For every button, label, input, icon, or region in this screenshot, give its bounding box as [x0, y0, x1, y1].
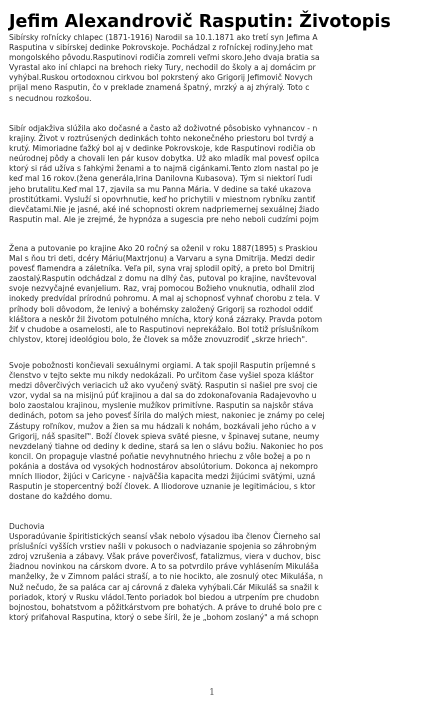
- text-line: Mal s ňou tri deti, dcéry Máriu(Maxtrjonu) a Varvaru a syna Dmitrija. Medzi dedir: [9, 254, 315, 264]
- text-line: dedinách, potom sa jeho povesť šírila do malých miest, nakoniec je známy po celej: [9, 411, 325, 421]
- text-line: Vyrastal ako iní chlapci na brehoch rieky Tury, nechodil do školy a aj domácim pr: [9, 63, 316, 73]
- text-line: Nuž nečudo, že sa paláca car aj cárovná z ďaleka vyhýbali.Cár Mikuláš sa snažil k: [9, 582, 319, 592]
- text-line: zaostalý.Rasputin odchádzal z domu na dlhý čas, putoval po krajine, navštevoval: [9, 274, 317, 284]
- page-number: 1: [209, 688, 215, 698]
- paragraph-childhood: [9, 33, 424, 104]
- text-line: manželky, že v Zimnom paláci straší, a to nie hocikto, ale zosnulý otec Mikuláša, n: [9, 572, 323, 582]
- text-line: vzor, vydal sa na misijnú púť krajinou a dal sa do zdokonaľovania Radajevovho u: [9, 391, 317, 401]
- paragraph-siberia: [9, 124, 424, 225]
- text-line: svoje nezvyčajné evanjelium. Raz, vraj pomocou Božieho vnuknutia, odhalil zlod: [9, 284, 315, 294]
- text-line: vyhýbal.Ruskou ortodoxnou cirkvou bol pokrstený ako Grigorij Jefimovič Novych: [9, 73, 313, 83]
- text-line: inokedy predvídal prírodnú pohromu. A mal aj schopnosť vyhnať chorobu z tela. V: [9, 294, 320, 304]
- text-line: jeho brutalitu.Keď mal 17, zjavila sa mu Panna Mária. V dedine sa také ukazova: [9, 184, 312, 194]
- text-line: mongolského pôvodu.Rasputinovi rodičia zomreli veľmi skoro.Jeho dvaja bratia sa: [9, 53, 320, 63]
- section-heading: Duchovia: [9, 522, 45, 531]
- text-line: členstvo v tejto sekte mu nikdy nedokázali. Po určitom čase vyšiel spoza kláštor: [9, 371, 314, 381]
- text-line: prostitútkami. Vysluží si opovrhnutie, keď ho prichytili v miestnom rybníku zantiť: [9, 194, 316, 204]
- text-line: neúrodnej pôdy a chovali len pár kusov dobytka. Už ako mladík mal povesť opilca: [9, 154, 320, 164]
- paragraph-devotions: [9, 361, 424, 502]
- text-line: žiť v chudobe a osamelosti, ale to Rasputinovi neprekážalo. Bol totiž príslušníkom: [9, 324, 319, 334]
- text-line: krajiny. Život v roztrúsených dedinkách tohto nekonečného priestoru bol tvrdý a: [9, 134, 314, 144]
- text-line: Žena a putovanie po krajine Ako 20 ročný sa oženil v roku 1887(1895) s Praskiou: [9, 244, 318, 253]
- text-line: keď mal 16 rokov.(žena generála,Irina Danilovna Kubasova). Tým si niektorí ľudi: [9, 174, 313, 184]
- text-line: Zástupy roľníkov, mužov a žien sa mu hádzali k nohám, bozkávali jeho rúcho a v: [9, 421, 317, 431]
- text-line: nevzdelaný tiahne od dediny k dedine, stará sa len o slávu božiu. Nakoniec ho pos: [9, 441, 324, 451]
- text-line: s necudnou rozkošou.: [9, 93, 92, 103]
- text-line: povesť flamendra a záletníka. Veľa pil, syna vraj splodil opitý, a preto bol Dmitrij: [9, 264, 315, 274]
- text-line: dostane do každého domu.: [9, 492, 113, 502]
- text-line: poriadok, ktorý v Rusku vládol.Tento poriadok bol biedou a utrpením pre chudobn: [9, 592, 320, 602]
- text-line: Sibír odjakživa slúžila ako dočasné a často až doživotné pôsobisko vyhnancov - n: [9, 124, 318, 133]
- text-line: medzi dôverčivých veriacich už ako vyučený svätý. Rasputin si našiel pre svoj cie: [9, 381, 318, 391]
- paragraph-spirits: [9, 522, 424, 623]
- text-line: koncil. On propaguje vlastné poňatie nevyhnutného hriechu z vôle božej a po n: [9, 451, 311, 461]
- text-line: kláštora a neskôr žil životom potulného mnícha, ktorý koná zázraky. Pravda potom: [9, 314, 323, 324]
- text-line: prijal meno Rasputin, čo v preklade znamená špatný, mrzký a aj zhýralý. Toto c: [9, 83, 310, 93]
- text-line: bojnostou, bohatstvom a pôžitkárstvom pre bohatých. A práve to druhé bolo pre c: [9, 602, 322, 612]
- text-line: Rasputina v sibírskej dedinke Pokrovskoje. Pochádzal z roľníckej rodiny.Jeho mat: [9, 43, 313, 53]
- text-line: žiadnou novinkou na cárskom dvore. A to sa potvrdilo práve vyhlásením Mikuláša: [9, 562, 319, 572]
- text-line: bolo zaostalou krajinou, myslenie mužíkov primitívne. Rasputin sa najskôr stáva: [9, 401, 314, 411]
- paragraph-wife-wandering: [9, 244, 424, 345]
- text-line: Grigorij, náš spasiteľ". Boží človek spieva sväté piesne, v špinavej sutane, neumy: [9, 431, 320, 441]
- text-line: pokánia a dostáva od vysokých hodnostárov absolútorium. Dokonca aj nekompro: [9, 461, 318, 471]
- text-line: príhody boli dôvodom, že lenivý a bohémsky založený Grigorij sa rozhodol oddiť: [9, 304, 313, 314]
- text-line: ktorý priťahoval Rasputina, ktorý o sebe šíril, že je „bohom zoslaný" a má schopn: [9, 612, 319, 622]
- text-line: príslušníci vyšších vrstiev našli v pokusoch o nadviazanie spojenia so záhrobným: [9, 542, 317, 552]
- text-line: zdroj vzrušenia a zábavy. Však práve poverčivosť, fatalizmus, viera v duchov, bisc: [9, 552, 321, 562]
- text-line: Svoje pobožnosti končievali sexuálnymi orgiami. A tak spojil Rasputin príjemné s: [9, 361, 316, 370]
- text-line: dievčatami.Nie je jasné, aké iné schopnosti okrem nadpriemernej sexuálnej žiado: [9, 204, 320, 214]
- text-line: Usporadúvanie špiritistických seansí však nebolo výsadou iba členov Čierneho sal: [9, 532, 321, 542]
- text-line: Sibírsky roľnícky chlapec (1871-1916) Narodil sa 10.1.1871 ako tretí syn Jefima A: [9, 33, 318, 42]
- text-line: krutý. Mimoriadne ťažký bol aj v dedinke Pokrovskoje, kde Rasputinovi rodičia ob: [9, 144, 316, 154]
- page-title: Jefim Alexandrovič Rasputin: Životopis: [9, 12, 391, 32]
- text-line: ktorý si rád užíva s ľahkými ženami a to najmä cigánkami.Tento zlom nastal po je: [9, 164, 319, 174]
- text-line: mních Iliodor, žijúci v Caricyne - najväčšia kapacita medzi žijúcimi svätými, uzná: [9, 472, 316, 482]
- text-line: Rasputin mal. Ale je zrejmé, že hypnóza a sugescia pre neho neboli cudzími pojm: [9, 214, 319, 224]
- text-line: Rasputin je stopercentný boží človek. A Iliodorove uznanie je legitimáciou, s ktor: [9, 482, 316, 492]
- text-line: chlystov, ktorej ideológiou bolo, že človek sa môže znovuzrodiť „skrze hriech".: [9, 334, 308, 344]
